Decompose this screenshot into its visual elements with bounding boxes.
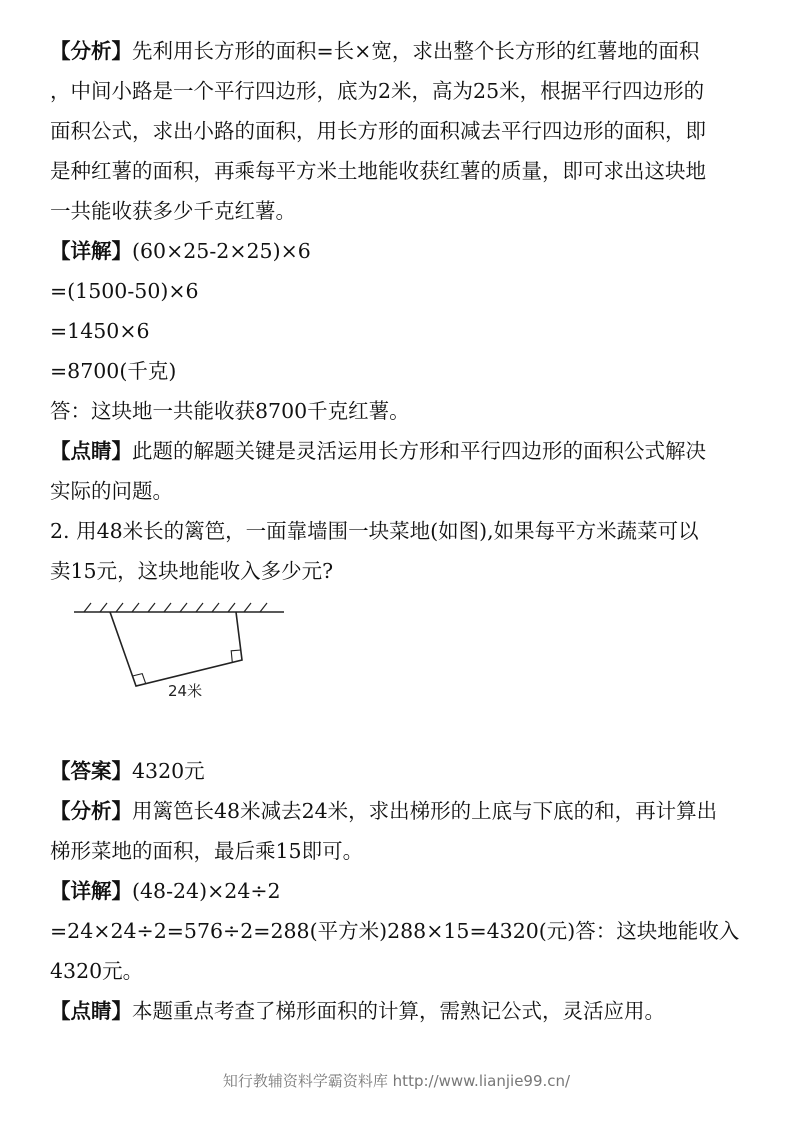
comment-tag: 【点睛】 — [50, 999, 132, 1023]
comment-tag: 【点睛】 — [50, 439, 132, 463]
figure-label-24m: 24米 — [168, 682, 203, 700]
detail-tag: 【详解】 — [50, 239, 132, 263]
analysis-1-line-5: 一共能收获多少千克红薯。 — [50, 199, 296, 223]
analysis-text: 用篱笆长48米减去24米，求出梯形的上底与下底的和，再计算出 — [132, 799, 718, 823]
detail-2-line-1 — [50, 878, 750, 904]
comment-1-line-1 — [50, 438, 750, 464]
answer-1-line: 答：这块地一共能收获8700千克红薯。 — [50, 399, 410, 423]
analysis-tag: 【分析】 — [50, 799, 132, 823]
answer-tag: 【答案】 — [50, 759, 132, 783]
footer-watermark: 知行教辅资料学霸资料库 http://www.lianjie99.cn/ — [222, 1072, 571, 1090]
comment-text: 本题重点考查了梯形面积的计算，需熟记公式，灵活应用。 — [132, 999, 665, 1023]
trapezoid-figure — [72, 598, 292, 708]
detail-1-line-4: =8700(千克) — [50, 359, 177, 383]
analysis-2-line-1 — [50, 798, 750, 824]
analysis-2-line-2: 梯形菜地的面积，最后乘15即可。 — [50, 839, 364, 863]
comment-2-line-1 — [50, 998, 750, 1024]
detail-tag: 【详解】 — [50, 879, 132, 903]
answer-2-line — [50, 758, 750, 784]
analysis-1-line-4: 是种红薯的面积，再乘每平方米土地能收获红薯的质量，即可求出这块地 — [50, 159, 706, 183]
answer-value: 4320元 — [132, 759, 205, 783]
analysis-1-line-1 — [50, 38, 750, 64]
detail-text: (48-24)×24÷2 — [132, 879, 281, 903]
comment-1-line-2: 实际的问题。 — [50, 479, 173, 503]
analysis-1-line-2: ，中间小路是一个平行四边形，底为2米，高为25米，根据平行四边形的 — [50, 79, 705, 103]
comment-text: 此题的解题关键是灵活运用长方形和平行四边形的面积公式解决 — [132, 439, 706, 463]
wall-hatching — [84, 603, 267, 612]
analysis-tag: 【分析】 — [50, 39, 132, 63]
question-2-line-2: 卖15元，这块地能收入多少元? — [50, 559, 334, 583]
detail-1-line-2: =(1500-50)×6 — [50, 279, 199, 303]
detail-2-line-2: =24×24÷2=576÷2=288(平方米)288×15=4320(元)答：这块地能收入 — [50, 919, 740, 943]
analysis-text: 先利用长方形的面积=长×宽，求出整个长方形的红薯地的面积 — [132, 39, 700, 63]
question-2-line-1: 2. 用48米长的篱笆，一面靠墙围一块菜地(如图),如果每平方米蔬菜可以 — [50, 519, 699, 543]
fence-outline — [110, 612, 242, 686]
detail-2-line-3: 4320元。 — [50, 959, 144, 983]
analysis-1-line-3: 面积公式，求出小路的面积，用长方形的面积减去平行四边形的面积，即 — [50, 119, 706, 143]
detail-text: (60×25-2×25)×6 — [132, 239, 311, 263]
detail-1-line-1 — [50, 238, 750, 264]
detail-1-line-3: =1450×6 — [50, 319, 150, 343]
